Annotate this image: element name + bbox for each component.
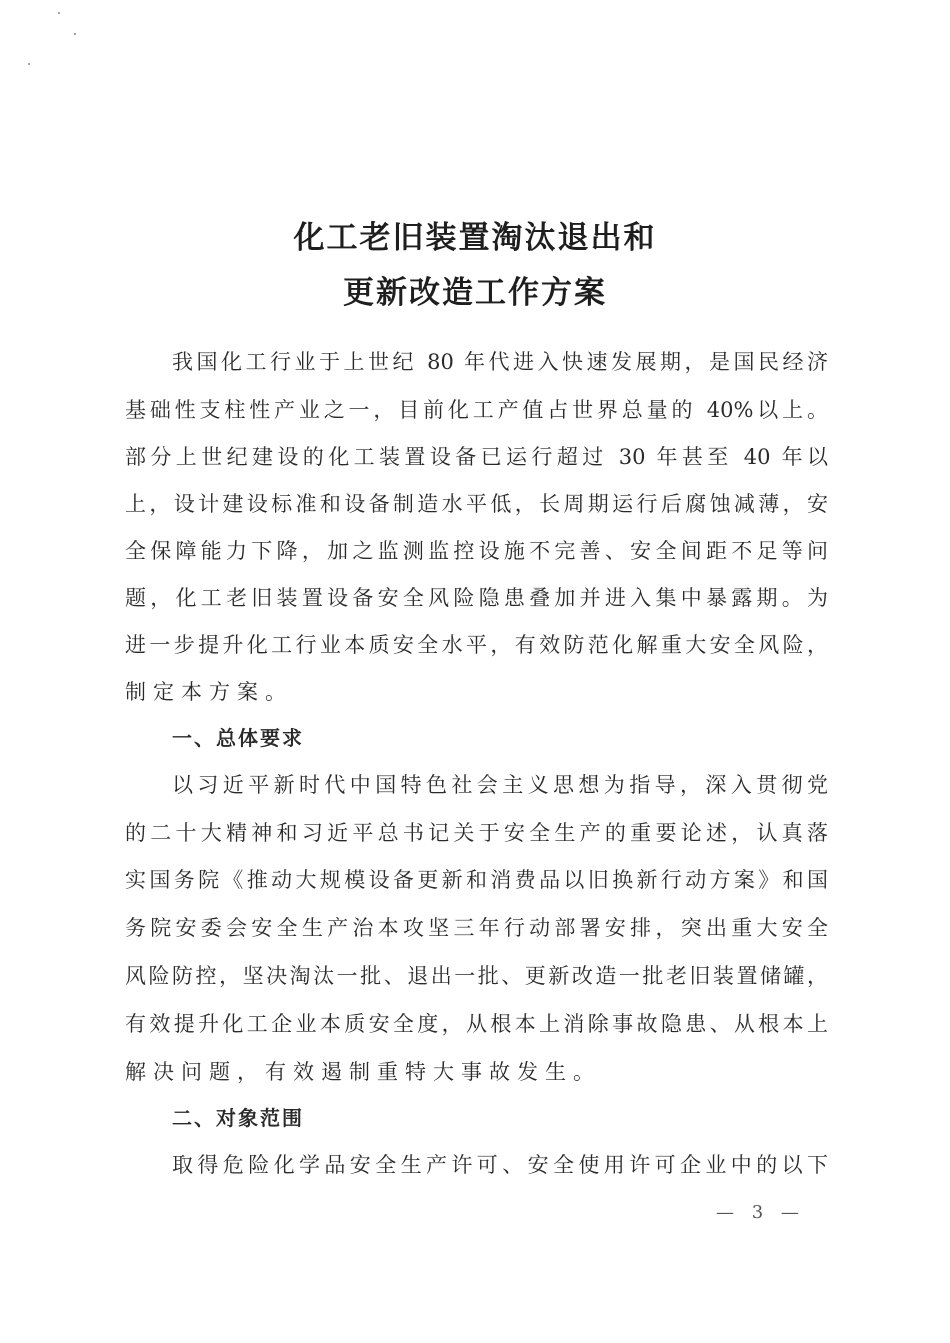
paragraph-line: 解决问题，有效遏制重特大事故发生。 (125, 1060, 601, 1084)
paragraph-line: 实国务院《推动大规模设备更新和消费品以旧换新行动方案》和国 (125, 868, 828, 892)
paragraph-line: 题，化工老旧装置设备安全风险隐患叠加并进入集中暴露期。为 (125, 586, 828, 610)
paragraph-line: 风险防控，坚决淘汰一批、退出一批、更新改造一批老旧装置储罐， (125, 964, 828, 988)
section-heading-general-requirements: 一、总体要求 (172, 726, 304, 750)
scan-speck (28, 63, 30, 65)
section-heading-scope: 二、对象范围 (172, 1106, 304, 1130)
paragraph-line: 有效提升化工企业本质安全度，从根本上消除事故隐患、从根本上 (125, 1012, 828, 1036)
paragraph-line: 基础性支柱性产业之一，目前化工产值占世界总量的 40%以上。 (125, 398, 828, 422)
document-title-line-1: 化工老旧装置淘汰退出和 (293, 220, 657, 256)
paragraph-line: 取得危险化学品安全生产许可、安全使用许可企业中的以下 (172, 1153, 828, 1177)
page-number: — 3 — (716, 1202, 805, 1223)
paragraph-line: 上，设计建设标准和设备制造水平低，长周期运行后腐蚀减薄，安 (125, 492, 828, 516)
paragraph-line: 我国化工行业于上世纪 80 年代进入快速发展期，是国民经济 (172, 350, 828, 374)
paragraph-line: 进一步提升化工行业本质安全水平，有效防范化解重大安全风险， (125, 633, 828, 657)
paragraph-line: 以习近平新时代中国特色社会主义思想为指导，深入贯彻党 (172, 773, 828, 797)
paragraph-line: 制定本方案。 (125, 680, 293, 704)
paragraph-line: 全保障能力下降，加之监测监控设施不完善、安全间距不足等问 (125, 539, 828, 563)
paragraph-line: 部分上世纪建设的化工装置设备已运行超过 30 年甚至 40 年以 (125, 445, 828, 469)
paragraph-line: 的二十大精神和习近平总书记关于安全生产的重要论述，认真落 (125, 821, 828, 845)
scan-speck (74, 33, 76, 35)
document-title-line-2: 更新改造工作方案 (343, 275, 607, 311)
scan-speck (58, 12, 60, 14)
paragraph-line: 务院安委会安全生产治本攻坚三年行动部署安排，突出重大安全 (125, 916, 828, 940)
